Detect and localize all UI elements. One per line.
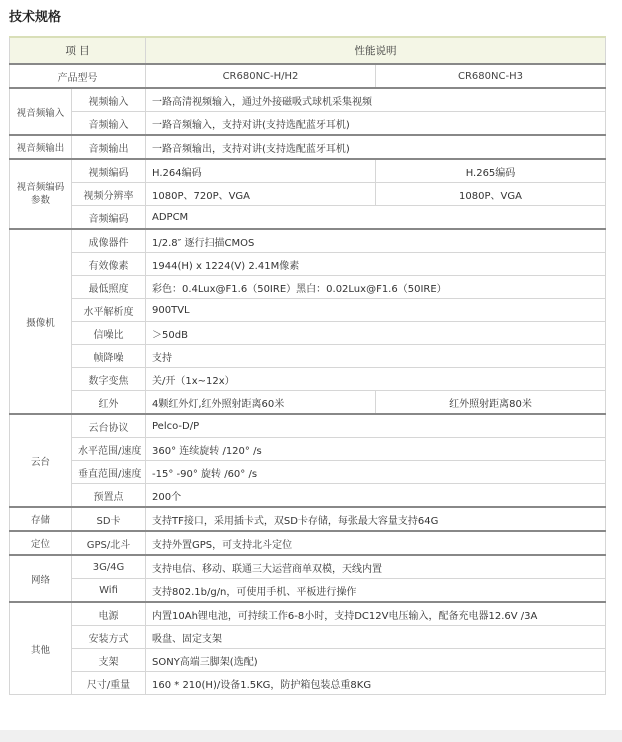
category-av-params: 视音频编码参数 bbox=[10, 159, 72, 229]
page-title: 技术规格 bbox=[9, 10, 62, 25]
spec-value: 1944(H) x 1224(V) 2.41M像素 bbox=[146, 253, 606, 276]
table-row bbox=[10, 88, 606, 112]
spec-value: 彩色：0.4Lux@F1.6（50IRE）黑白：0.02Lux@F1.6（50IRE） bbox=[146, 276, 606, 299]
table-row bbox=[10, 64, 606, 88]
spec-name: 视频输入 bbox=[72, 88, 146, 112]
table-row bbox=[10, 368, 606, 391]
spec-name: Wifi bbox=[72, 579, 146, 603]
table-row bbox=[10, 461, 606, 484]
table-row bbox=[10, 414, 606, 438]
model-a: CR680NC-H/H2 bbox=[146, 64, 376, 88]
spec-value: 支持外置GPS，可支持北斗定位 bbox=[146, 531, 606, 555]
spec-value: 关/开（1x~12x） bbox=[146, 368, 606, 391]
table-row bbox=[10, 253, 606, 276]
header-item: 项 目 bbox=[10, 37, 146, 64]
category-ptz: 云台 bbox=[10, 414, 72, 507]
spec-name: 云台协议 bbox=[72, 414, 146, 438]
spec-name: 安装方式 bbox=[72, 626, 146, 649]
spec-name: 水平解析度 bbox=[72, 299, 146, 322]
spec-value: Pelco-D/P bbox=[146, 414, 606, 438]
spec-name: 成像器件 bbox=[72, 229, 146, 253]
category-network: 网络 bbox=[10, 555, 72, 602]
spec-name: SD卡 bbox=[72, 507, 146, 531]
spec-value: H.265编码 bbox=[376, 159, 606, 183]
spec-value: 支持电信、移动、联通三大运营商单双模，天线内置 bbox=[146, 555, 606, 579]
spec-name: 尺寸/重量 bbox=[72, 672, 146, 695]
spec-name: 帧降噪 bbox=[72, 345, 146, 368]
spec-value: 一路高清视频输入，通过外接磁吸式球机采集视频 bbox=[146, 88, 606, 112]
table-row bbox=[10, 555, 606, 579]
spec-name: 3G/4G bbox=[72, 555, 146, 579]
spec-name: 垂直范围/速度 bbox=[72, 461, 146, 484]
spec-name: 支架 bbox=[72, 649, 146, 672]
spec-name: 信噪比 bbox=[72, 322, 146, 345]
spec-name: 视频编码 bbox=[72, 159, 146, 183]
spec-name: GPS/北斗 bbox=[72, 531, 146, 555]
table-row bbox=[10, 322, 606, 345]
spec-name: 音频输出 bbox=[72, 135, 146, 159]
spec-value: 360° 连续旋转 /120° /s bbox=[146, 438, 606, 461]
spec-value: 900TVL bbox=[146, 299, 606, 322]
category-storage: 存储 bbox=[10, 507, 72, 531]
spec-name: 数字变焦 bbox=[72, 368, 146, 391]
spec-name: 红外 bbox=[72, 391, 146, 415]
spec-table bbox=[9, 36, 606, 695]
category-other: 其他 bbox=[10, 602, 72, 695]
header-performance: 性能说明 bbox=[146, 37, 606, 64]
spec-name: 有效像素 bbox=[72, 253, 146, 276]
spec-value: 200个 bbox=[146, 484, 606, 508]
spec-value: -15° -90° 旋转 /60° /s bbox=[146, 461, 606, 484]
spec-value: 支持 bbox=[146, 345, 606, 368]
table-row bbox=[10, 438, 606, 461]
spec-value: 一路音频输入，支持对讲(支持选配蓝牙耳机) bbox=[146, 112, 606, 136]
table-row bbox=[10, 484, 606, 508]
spec-value: 4颗红外灯,红外照射距离60米 bbox=[146, 391, 376, 415]
spec-value: 1080P、VGA bbox=[376, 183, 606, 206]
spec-name: 水平范围/速度 bbox=[72, 438, 146, 461]
spec-value: SONY高端三脚架(选配) bbox=[146, 649, 606, 672]
table-row bbox=[10, 112, 606, 136]
category-av-output: 视音频输出 bbox=[10, 135, 72, 159]
spec-value: 支持802.1b/g/n，可使用手机、平板进行操作 bbox=[146, 579, 606, 603]
category-camera: 摄像机 bbox=[10, 229, 72, 414]
table-row bbox=[10, 626, 606, 649]
table-row bbox=[10, 229, 606, 253]
table-row bbox=[10, 135, 606, 159]
table-row bbox=[10, 507, 606, 531]
table-row bbox=[10, 159, 606, 183]
spec-name: 视频分辨率 bbox=[72, 183, 146, 206]
spec-value: 红外照射距离80米 bbox=[376, 391, 606, 415]
spec-value: 1080P、720P、VGA bbox=[146, 183, 376, 206]
table-row bbox=[10, 345, 606, 368]
spec-name: 音频编码 bbox=[72, 206, 146, 230]
table-row bbox=[10, 391, 606, 415]
spec-value: 一路音频输出，支持对讲(支持选配蓝牙耳机) bbox=[146, 135, 606, 159]
table-row bbox=[10, 602, 606, 626]
table-row bbox=[10, 299, 606, 322]
category-location: 定位 bbox=[10, 531, 72, 555]
footer-bar bbox=[0, 730, 622, 742]
spec-value: ADPCM bbox=[146, 206, 606, 230]
spec-value: H.264编码 bbox=[146, 159, 376, 183]
header-row bbox=[10, 37, 606, 64]
table-row bbox=[10, 183, 606, 206]
table-row bbox=[10, 206, 606, 230]
model-b: CR680NC-H3 bbox=[376, 64, 606, 88]
category-av-input: 视音频输入 bbox=[10, 88, 72, 135]
spec-value: 1/2.8″ 逐行扫描CMOS bbox=[146, 229, 606, 253]
spec-name: 最低照度 bbox=[72, 276, 146, 299]
spec-name: 音频输入 bbox=[72, 112, 146, 136]
spec-value: ＞50dB bbox=[146, 322, 606, 345]
spec-value: 吸盘、固定支架 bbox=[146, 626, 606, 649]
model-label: 产品型号 bbox=[10, 64, 146, 88]
spec-value: 支持TF接口，采用插卡式，双SD卡存储，每张最大容量支持64G bbox=[146, 507, 606, 531]
spec-value: 内置10Ah锂电池，可持续工作6-8小时，支持DC12V电压输入，配备充电器12.6V /3A bbox=[146, 602, 606, 626]
spec-name: 电源 bbox=[72, 602, 146, 626]
spec-name: 预置点 bbox=[72, 484, 146, 508]
spec-value: 160 * 210(H)/设备1.5KG，防护箱包装总重8KG bbox=[146, 672, 606, 695]
table-row bbox=[10, 672, 606, 695]
table-row bbox=[10, 531, 606, 555]
table-row bbox=[10, 276, 606, 299]
table-row bbox=[10, 649, 606, 672]
table-row bbox=[10, 579, 606, 603]
